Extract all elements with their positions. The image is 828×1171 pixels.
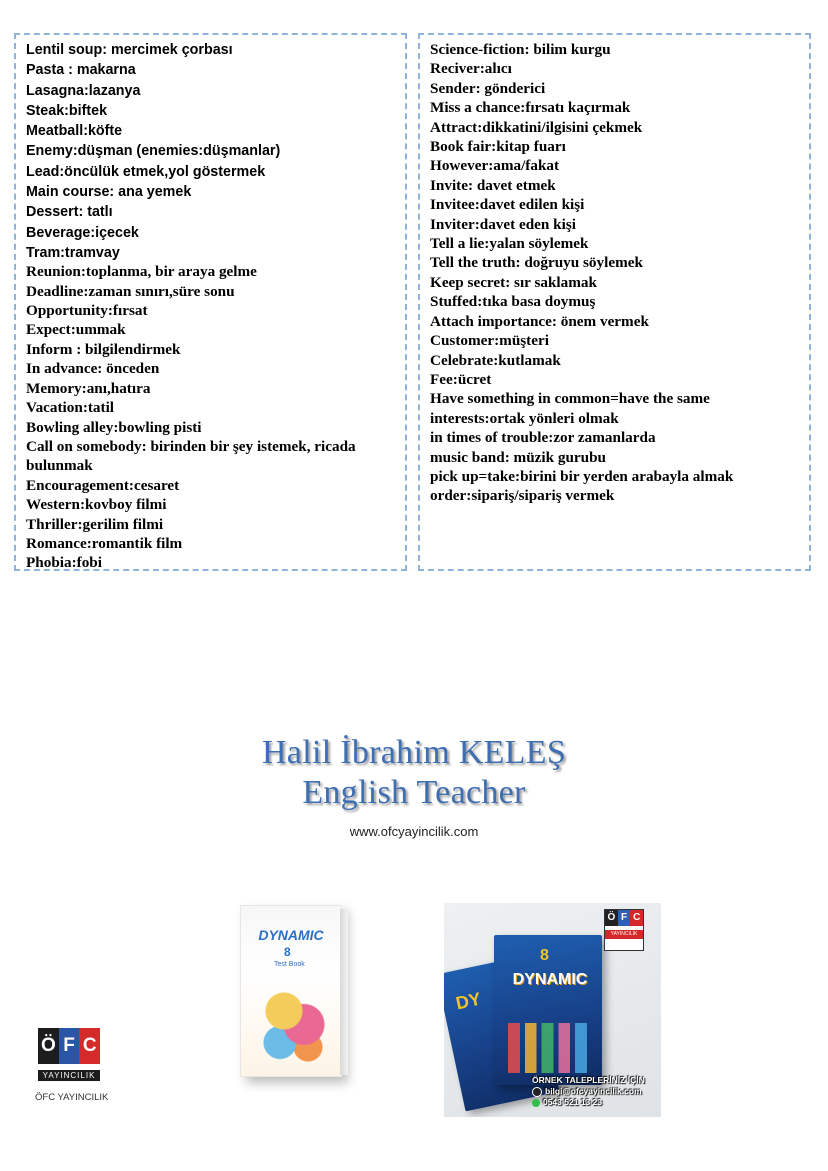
- vocab-entry: In advance: önceden: [26, 360, 160, 378]
- vocab-entry: Romance:romantik film: [26, 534, 183, 552]
- logo-letter: C: [630, 910, 643, 926]
- book-grade-number: 8: [540, 947, 549, 964]
- vocab-entry: Reunion:toplanma, bir araya gelme: [26, 263, 257, 281]
- vocab-entry: Miss a chance:fırsatı kaçırmak: [430, 99, 631, 117]
- publisher-logo: [35, 1028, 116, 1108]
- vocab-entry: Thriller:gerilim filmi: [26, 515, 164, 533]
- vocab-entry: Customer:müşteri: [430, 332, 549, 350]
- vocab-entry: Enemy:düşman (enemies:düşmanlar): [26, 143, 281, 160]
- contact-phone[interactable]: 0543 521 13 23: [532, 1097, 657, 1108]
- vocab-entry: Call on somebody: birinden bir şey istemek, ricada: [26, 437, 356, 455]
- vocab-entry: Attach importance: önem vermek: [430, 312, 649, 330]
- book-grade-number: 8: [284, 945, 291, 959]
- vocab-entry: interests:ortak yönleri olmak: [430, 409, 619, 427]
- vocab-entry: Fee:ücret: [430, 370, 492, 388]
- whatsapp-icon: [532, 1099, 540, 1107]
- vocab-entry: order:sipariş/sipariş vermek: [430, 487, 615, 505]
- mail-icon: [532, 1087, 542, 1097]
- contact-heading: ÖRNEK TALEPLERİNİZ İÇİN: [532, 1075, 645, 1085]
- publisher-caption: ÖFC YAYINCILIK: [35, 1092, 109, 1103]
- vocab-entry: Tell a lie:yalan söylemek: [430, 235, 589, 253]
- vocabulary-box-left: [14, 33, 407, 571]
- author-name: Halil İbrahim KELEŞ: [261, 734, 567, 771]
- vocab-entry: pick up=take:birini bir yerden arabayla almak: [430, 467, 734, 485]
- vocab-entry: Opportunity:fırsat: [26, 302, 148, 320]
- book-cover-illustration: [252, 975, 332, 1065]
- vocab-entry: Reciver:alıcı: [430, 60, 512, 78]
- vocab-entry: Inviter:davet eden kişi: [430, 215, 576, 233]
- book-promo-photo: [444, 903, 661, 1117]
- website-link[interactable]: www.ofcyayincilik.com: [349, 824, 479, 839]
- vocab-entry: Book fair:kitap fuarı: [430, 138, 566, 156]
- vocab-entry: Western:kovboy filmi: [26, 496, 167, 514]
- vocab-entry: Attract:dikkatini/ilgisini çekmek: [430, 118, 643, 136]
- vocabulary-box-right: [418, 33, 811, 571]
- vocab-entry: music band: müzik gurubu: [430, 448, 606, 466]
- vocab-entry: Sender: gönderici: [430, 79, 546, 97]
- vocab-entry: However:ama/fakat: [430, 157, 560, 175]
- vocab-entry: Science-fiction: bilim kurgu: [430, 41, 611, 58]
- logo-letter-o: Ö: [38, 1028, 59, 1064]
- logo-letter-c: C: [79, 1028, 100, 1064]
- book-runners-illustration: [508, 1023, 592, 1073]
- vocab-entry: Inform : bilgilendirmek: [26, 340, 181, 358]
- logo-band: YAYINCILIK: [38, 1070, 100, 1081]
- logo-letter-f: F: [59, 1028, 80, 1064]
- vocab-entry: Meatball:köfte: [26, 123, 123, 140]
- book-title: DYNAMIC: [512, 971, 588, 988]
- publisher-logo-small: [604, 909, 644, 951]
- vocab-entry: Invite: davet etmek: [430, 176, 556, 194]
- contact-email[interactable]: bilgi@ofcyayincilik.com: [532, 1086, 657, 1097]
- vocab-entry: Stuffed:tıka basa doymuş: [430, 293, 596, 311]
- vocab-entry: Phobia:fobi: [26, 554, 102, 572]
- vocab-entry: Bowling alley:bowling pisti: [26, 418, 202, 436]
- vocab-entry: Expect:ummak: [26, 321, 126, 339]
- vocab-entry: Lead:öncülük etmek,yol göstermek: [26, 163, 266, 180]
- book-cover-test-book: [232, 905, 362, 1085]
- vocab-entry: bulunmak: [26, 457, 93, 475]
- vocab-entry: Vacation:tatil: [26, 399, 115, 417]
- vocab-entry: Memory:anı,hatıra: [26, 379, 151, 397]
- logo-band: YAYINCILIK: [605, 930, 643, 939]
- vocab-entry: Dessert: tatlı: [26, 204, 113, 221]
- vocab-entry: Pasta : makarna: [26, 62, 136, 79]
- book-title: DYNAMIC: [258, 927, 324, 943]
- vocab-entry: in times of trouble:zor zamanlarda: [430, 429, 656, 447]
- vocab-entry: Tell the truth: doğruyu söylemek: [430, 254, 643, 272]
- vocab-entry: Deadline:zaman sınırı,süre sonu: [26, 282, 235, 300]
- vocab-entry: Celebrate:kutlamak: [430, 351, 561, 369]
- vocab-entry: Lentil soup: mercimek çorbası: [26, 42, 233, 58]
- book-back-title: DY: [454, 988, 483, 1014]
- book-spine: [340, 909, 348, 1075]
- logo-letter: Ö: [605, 910, 618, 926]
- vocab-entry: Keep secret: sır saklamak: [430, 273, 597, 291]
- vocab-entry: Main course: ana yemek: [26, 184, 192, 201]
- vocab-entry: Invitee:davet edilen kişi: [430, 196, 585, 214]
- logo-letter: F: [618, 910, 631, 926]
- vocab-entry: Steak:biftek: [26, 102, 108, 119]
- book-subtitle: Test Book: [274, 961, 305, 968]
- contact-info: [532, 1075, 657, 1108]
- author-role: English Teacher: [302, 774, 526, 811]
- vocab-entry: Lasagna:lazanya: [26, 82, 141, 99]
- vocab-entry: Have something in common=have the same: [430, 390, 710, 408]
- vocab-entry: Tram:tramvay: [26, 244, 120, 261]
- vocab-entry: Encouragement:cesaret: [26, 476, 180, 494]
- vocab-entry: Beverage:içecek: [26, 224, 139, 241]
